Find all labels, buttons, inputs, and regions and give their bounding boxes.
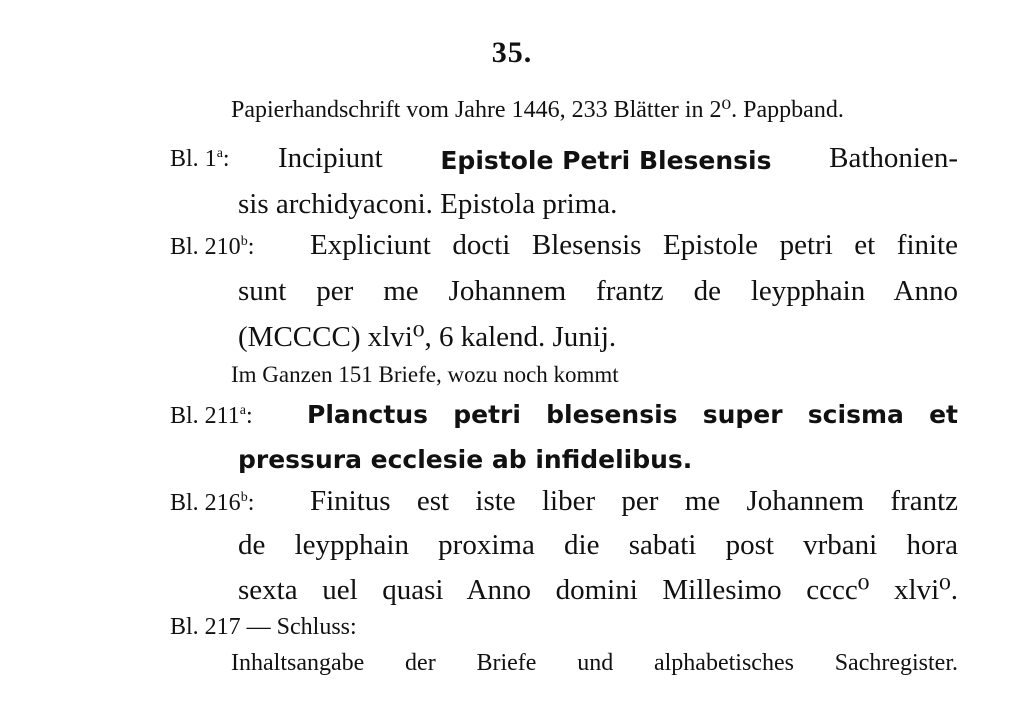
entry-2-line-1: Expliciunt docti Blesensis Epistole petri et finite <box>310 229 958 261</box>
letters-count-note: Im Ganzen 151 Briefe, wozu noch kommt <box>231 362 619 387</box>
schluss-label: Bl. 217 — Schluss: <box>170 614 357 640</box>
entry-2-line-3: (MCCCC) xlvi⁰, 6 kalend. Junij. <box>238 321 617 353</box>
entry-colon: : <box>247 490 255 516</box>
entry-folio: Bl. 211 <box>170 403 240 429</box>
entry-folio: Bl. 216 <box>170 490 241 516</box>
entry-folio-side: b <box>240 490 248 505</box>
manuscript-description: Papierhandschrift vom Jahre 1446, 233 Blätter in 2⁰. Pappband. <box>231 97 844 123</box>
schluss-content: Inhaltsangabe der Briefe und alphabetisches Sachregister. <box>231 650 958 676</box>
entry-folio-side: b <box>240 234 248 249</box>
entry-folio: Bl. 1 <box>170 146 217 172</box>
entry-4-line-3: sexta uel quasi Anno domini Millesimo cccc⁰ xlvi⁰. <box>238 574 958 606</box>
entry-colon: : <box>222 146 230 172</box>
entry-2-line-2: sunt per me Johannem frantz de leypphain Anno <box>238 275 958 307</box>
entry-label-bl211 <box>170 403 253 430</box>
entry-4-line-2: de leypphain proxima die sabati post vrbani hora <box>238 529 958 561</box>
entry-text: Incipiunt <box>278 142 383 174</box>
entry-label-bl1 <box>170 146 230 173</box>
entry-colon: : <box>247 234 255 260</box>
entry-3-line-1: Planctus petri blesensis super scisma et <box>307 400 958 429</box>
entry-title-bold: Epistole Petri Blesensis <box>440 146 772 175</box>
entry-4-line-1: Finitus est iste liber per me Johannem frantz <box>310 485 958 517</box>
entry-text: Bathonien- <box>829 142 958 174</box>
entry-label-bl216 <box>170 490 254 517</box>
entry-folio-side: a <box>216 146 223 161</box>
entry-3-line-2: pressura ecclesie ab infidelibus. <box>238 445 693 474</box>
entry-folio-side: a <box>239 403 247 418</box>
entry-1-line-2: sis archidyaconi. Epistola prima. <box>238 188 618 220</box>
entry-folio: Bl. 210 <box>170 234 241 260</box>
page-number: 35. <box>491 36 533 69</box>
entry-1-line-1 <box>278 142 958 179</box>
entry-label-bl210 <box>170 234 254 261</box>
entry-colon: : <box>246 403 253 429</box>
